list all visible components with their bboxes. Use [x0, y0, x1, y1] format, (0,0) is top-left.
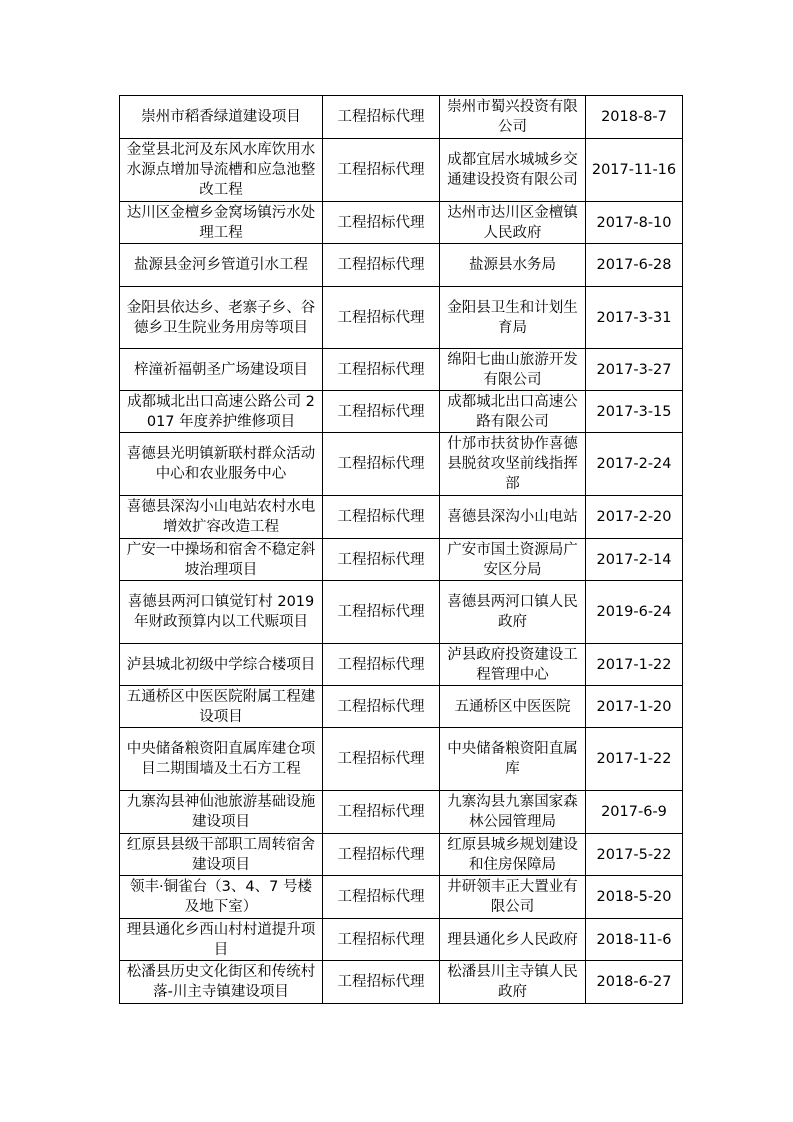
project-name-cell: 五通桥区中医医院附属工程建设项目 [120, 686, 323, 728]
date-cell: 2017-3-31 [586, 287, 683, 349]
date-cell: 2019-6-24 [586, 581, 683, 644]
date-cell: 2017-2-20 [586, 496, 683, 539]
service-type-cell: 工程招标代理 [323, 202, 440, 244]
client-cell: 喜德县两河口镇人民政府 [440, 581, 586, 644]
service-type-cell: 工程招标代理 [323, 919, 440, 961]
client-cell: 泸县政府投资建设工程管理中心 [440, 644, 586, 686]
client-cell: 九寨沟县九寨国家森林公园管理局 [440, 791, 586, 834]
service-type-cell: 工程招标代理 [323, 96, 440, 139]
project-name-cell: 喜德县深沟小山电站农村水电增效扩容改造工程 [120, 496, 323, 539]
service-type-cell: 工程招标代理 [323, 391, 440, 433]
service-type-cell: 工程招标代理 [323, 728, 440, 791]
service-type-cell: 工程招标代理 [323, 791, 440, 834]
date-cell: 2017-1-22 [586, 728, 683, 791]
project-name-cell: 领丰·铜雀台（3、4、7 号楼及地下室） [120, 876, 323, 919]
project-name-cell: 金堂县北河及东风水库饮用水水源点增加导流槽和应急池整改工程 [120, 139, 323, 202]
date-cell: 2018-11-6 [586, 919, 683, 961]
table-row [120, 202, 683, 244]
client-cell: 五通桥区中医医院 [440, 686, 586, 728]
table-row [120, 876, 683, 919]
table-row [120, 96, 683, 139]
service-type-cell: 工程招标代理 [323, 581, 440, 644]
client-cell: 盐源县水务局 [440, 244, 586, 287]
project-name-cell: 喜德县两河口镇觉钉村 2019 年财政预算内以工代赈项目 [120, 581, 323, 644]
table-row [120, 496, 683, 539]
date-cell: 2018-6-27 [586, 961, 683, 1004]
client-cell: 红原县城乡规划建设和住房保障局 [440, 834, 586, 876]
client-cell: 成都城北出口高速公路有限公司 [440, 391, 586, 433]
table-row [120, 686, 683, 728]
table-row [120, 539, 683, 581]
table-row [120, 644, 683, 686]
service-type-cell: 工程招标代理 [323, 961, 440, 1004]
project-name-cell: 九寨沟县神仙池旅游基础设施建设项目 [120, 791, 323, 834]
date-cell: 2017-8-10 [586, 202, 683, 244]
service-type-cell: 工程招标代理 [323, 496, 440, 539]
date-cell: 2017-6-9 [586, 791, 683, 834]
date-cell: 2017-3-15 [586, 391, 683, 433]
service-type-cell: 工程招标代理 [323, 287, 440, 349]
project-table [119, 95, 683, 1004]
table-row [120, 139, 683, 202]
date-cell: 2017-1-20 [586, 686, 683, 728]
project-name-cell: 广安一中操场和宿舍不稳定斜坡治理项目 [120, 539, 323, 581]
service-type-cell: 工程招标代理 [323, 139, 440, 202]
table-row [120, 433, 683, 496]
date-cell: 2017-6-28 [586, 244, 683, 287]
service-type-cell: 工程招标代理 [323, 876, 440, 919]
client-cell: 喜德县深沟小山电站 [440, 496, 586, 539]
project-name-cell: 中央储备粮资阳直属库建仓项目二期围墙及土石方工程 [120, 728, 323, 791]
table-row [120, 287, 683, 349]
client-cell: 松潘县川主寺镇人民政府 [440, 961, 586, 1004]
table-row [120, 919, 683, 961]
client-cell: 金阳县卫生和计划生育局 [440, 287, 586, 349]
table-row [120, 961, 683, 1004]
project-name-cell: 喜德县光明镇新联村群众活动中心和农业服务中心 [120, 433, 323, 496]
project-name-cell: 盐源县金河乡管道引水工程 [120, 244, 323, 287]
project-name-cell: 崇州市稻香绿道建设项目 [120, 96, 323, 139]
project-name-cell: 理县通化乡西山村村道提升项目 [120, 919, 323, 961]
table-row [120, 349, 683, 391]
table-row [120, 728, 683, 791]
table-row [120, 391, 683, 433]
client-cell: 成都宜居水城城乡交通建设投资有限公司 [440, 139, 586, 202]
client-cell: 什邡市扶贫协作喜德县脱贫攻坚前线指挥部 [440, 433, 586, 496]
service-type-cell: 工程招标代理 [323, 834, 440, 876]
project-name-cell: 达川区金檀乡金窝场镇污水处理工程 [120, 202, 323, 244]
client-cell: 达州市达川区金檀镇人民政府 [440, 202, 586, 244]
table-row [120, 581, 683, 644]
date-cell: 2017-1-22 [586, 644, 683, 686]
client-cell: 理县通化乡人民政府 [440, 919, 586, 961]
client-cell: 绵阳七曲山旅游开发有限公司 [440, 349, 586, 391]
project-name-cell: 泸县城北初级中学综合楼项目 [120, 644, 323, 686]
table-row [120, 834, 683, 876]
service-type-cell: 工程招标代理 [323, 644, 440, 686]
project-name-cell: 红原县县级干部职工周转宿舍建设项目 [120, 834, 323, 876]
table-row [120, 244, 683, 287]
date-cell: 2017-2-24 [586, 433, 683, 496]
date-cell: 2017-11-16 [586, 139, 683, 202]
date-cell: 2017-3-27 [586, 349, 683, 391]
table-row [120, 791, 683, 834]
client-cell: 中央储备粮资阳直属库 [440, 728, 586, 791]
client-cell: 崇州市蜀兴投资有限公司 [440, 96, 586, 139]
date-cell: 2018-8-7 [586, 96, 683, 139]
service-type-cell: 工程招标代理 [323, 244, 440, 287]
service-type-cell: 工程招标代理 [323, 539, 440, 581]
client-cell: 广安市国土资源局广安区分局 [440, 539, 586, 581]
project-name-cell: 成都城北出口高速公路公司 2017 年度养护维修项目 [120, 391, 323, 433]
service-type-cell: 工程招标代理 [323, 433, 440, 496]
date-cell: 2018-5-20 [586, 876, 683, 919]
date-cell: 2017-5-22 [586, 834, 683, 876]
service-type-cell: 工程招标代理 [323, 349, 440, 391]
service-type-cell: 工程招标代理 [323, 686, 440, 728]
project-name-cell: 金阳县依达乡、老寨子乡、谷德乡卫生院业务用房等项目 [120, 287, 323, 349]
project-name-cell: 松潘县历史文化街区和传统村落-川主寺镇建设项目 [120, 961, 323, 1004]
date-cell: 2017-2-14 [586, 539, 683, 581]
client-cell: 井研领丰正大置业有限公司 [440, 876, 586, 919]
project-name-cell: 梓潼祈福朝圣广场建设项目 [120, 349, 323, 391]
